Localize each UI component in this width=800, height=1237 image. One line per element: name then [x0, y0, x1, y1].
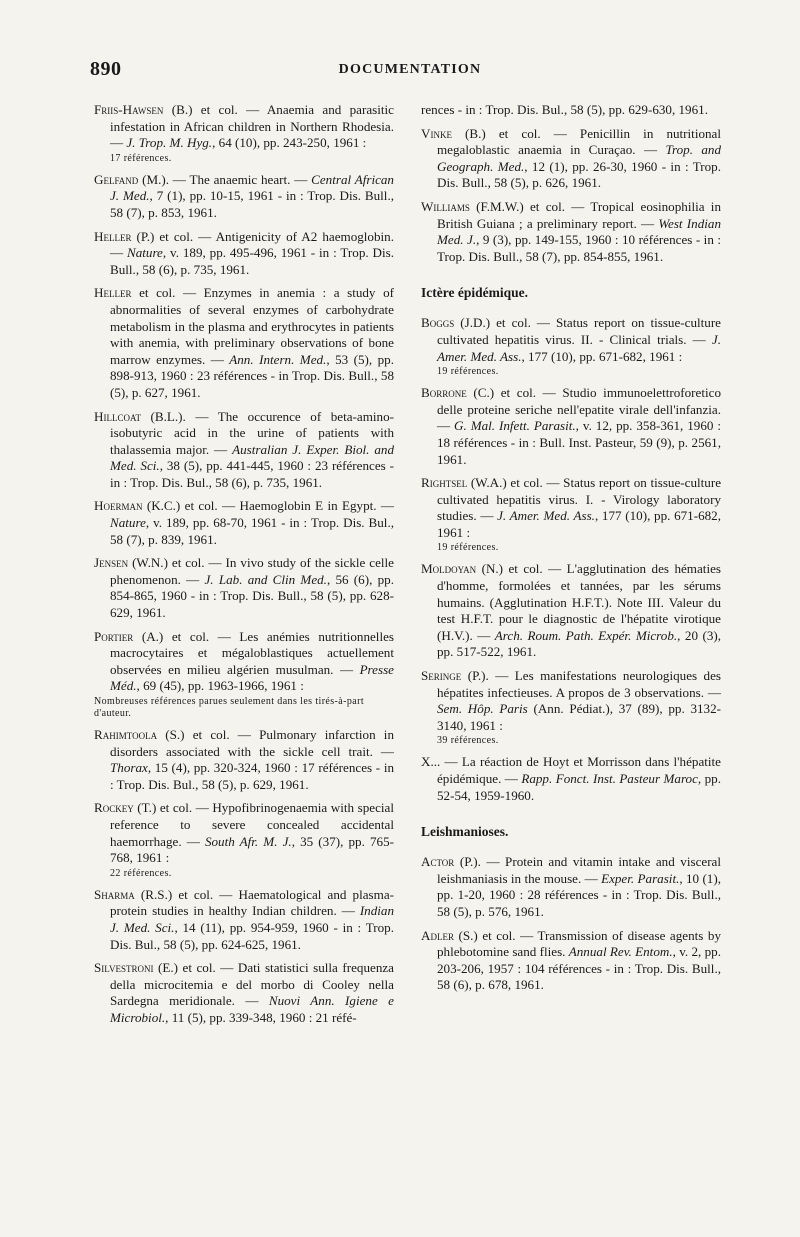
entry-journal: J. Amer. Med. Ass.: [437, 331, 721, 364]
entry-author: X...: [421, 754, 441, 770]
entry-author: Vinke: [421, 125, 452, 141]
entry-journal: Indian J. Med. Sci.: [110, 903, 394, 935]
entry-journal: South Afr. M. J.: [204, 833, 292, 849]
entry-details: , v. 2, pp. 203-206, 1957 : 104 références - in : Trop. Dis. Bull., 58 (6), p. 678, 1961.: [437, 944, 721, 993]
continuation-text: rences - in : Trop. Dis. Bul., 58 (5), pp. 629-630, 1961.: [421, 102, 708, 117]
entry-author: Rightsel: [421, 475, 468, 491]
bibliography-entry: [94, 887, 394, 953]
bibliography-entry: [421, 854, 721, 920]
entry-details: , 12 (1), pp. 26-30, 1960 - in : Trop. Dis. Bull., 58 (5), p. 626, 1961.: [437, 158, 721, 191]
entry-details: , v. 12, pp. 358-361, 1960 : 18 références - in : Bull. Inst. Pasteur, 59 (9), p. 2561, 1961.: [437, 418, 721, 467]
entry-journal: Ann. Intern. Med.: [229, 351, 327, 367]
bibliography-entry: [94, 102, 394, 165]
entry-journal: Australian J. Exper. Biol. and Med. Sci.: [110, 441, 395, 474]
entry-text: (N.) et col. — L'agglutination des hématies d'homme, formolées et tannées, par les sérums humains. (Agglutination H.F.T.). Note III. Valeur du test H.F.T. pour le diagnostic de l'hépatite virotique (H.V.). —: [437, 561, 721, 643]
entry-text: (S.) et col. — Transmission of disease agents by phlebotomine sand flies.: [437, 927, 721, 960]
entry-text: et col. — Enzymes in anemia : a study of abnormalities of several enzymes of carbohydrate metabolism in the plasma and erythrocytes in patients with anemia, with preliminary observations of bone marrow enzymes. —: [110, 285, 394, 367]
entry-text: (B.) et col. — Anaemia and parasitic infestation in African children in Northern Rhodesia. —: [110, 102, 394, 151]
entry-journal: J. Amer. Med. Ass.: [497, 508, 595, 524]
page-header: [90, 58, 730, 88]
bibliography-entry: [94, 800, 394, 879]
entry-journal: Arch. Roum. Path. Expér. Microb.: [494, 627, 678, 643]
entry-details: , 11 (5), pp. 339-348, 1960 : 21 réfé-: [165, 1009, 357, 1025]
entry-journal: Nature: [126, 245, 163, 261]
entry-text: (B.) et col. — Penicillin in nutritional megaloblastic anaemia in Curaçao. —: [437, 125, 721, 158]
entry-author: Friis-Hawsen: [94, 102, 164, 117]
entry-author: Gelfand: [94, 171, 139, 187]
page-number: 890: [90, 58, 122, 80]
entry-text: (K.C.) et col. — Haemoglobin E in Egypt. —: [146, 498, 394, 514]
bibliography-entry: [94, 727, 394, 793]
entry-author: Jensen: [94, 555, 129, 571]
entry-text: (F.M.W.) et col. — Tropical eosinophilia in British Guiana ; a preliminary report. —: [437, 198, 721, 231]
section: [421, 824, 721, 994]
bibliography-entry: [421, 561, 721, 661]
entry-details: , 14 (11), pp. 954-959, 1960 - in : Trop. Dis. Bul., 58 (5), pp. 624-625, 1961.: [110, 919, 394, 952]
entry-details: (Ann. Pédiat.), 37 (89), pp. 3132-3140, 1961 :: [437, 701, 721, 733]
entry-author: Hillcoat: [94, 408, 141, 424]
entry-journal: Presse Méd.: [110, 661, 394, 694]
entry-journal: G. Mal. Infett. Parasit.: [454, 418, 576, 434]
bibliography-entry: [421, 475, 721, 554]
entry-text: (B.L.). — The occurence of beta-amino-isobutyric acid in the urine of patients with thalassemia major. —: [110, 408, 394, 457]
entry-text: (P.). — Les manifestations neurologiques des hépatites infectieuses. A propos de 3 observations. —: [437, 668, 721, 700]
entry-author: Rockey: [94, 800, 134, 816]
entry-author: Heller: [94, 285, 132, 301]
entry-details: , 69 (45), pp. 1963-1966, 1961 :: [136, 678, 304, 694]
entry-note: 19 références.: [437, 366, 499, 378]
entry-journal: Trop. and Geograph. Med.: [437, 142, 721, 174]
entry-note: 22 références.: [110, 867, 172, 879]
bibliography-entry: [94, 960, 394, 1026]
entry-text: (M.). — The anaemic heart. —: [142, 171, 312, 187]
entry-author: Heller: [94, 228, 132, 244]
entry-details: , 9 (3), pp. 149-155, 1960 : 10 références - in : Trop. Dis. Bull., 58 (7), pp. 854-855, 1961.: [437, 232, 721, 264]
entry-author: Silvestroni: [94, 960, 154, 976]
entry-author: Rahimtoola: [94, 727, 158, 742]
entry-text: (P.). — Protein and vitamin intake and visceral leishmaniasis in the mouse. —: [437, 854, 722, 886]
entry-note: 39 références.: [437, 735, 499, 747]
entry-note: 19 références.: [437, 542, 499, 554]
bibliography-entry: [421, 754, 721, 804]
entry-author: Hoerman: [94, 498, 143, 514]
entry-text: (T.) et col. — Hypofibrinogenaemia with special reference to severe concealed accidental haemorrhage. —: [110, 800, 394, 849]
entry-text: (W.A.) et col. — Status report on tissue-culture cultivated hepatitis virus. I. - Virology laboratory studies. —: [437, 475, 722, 524]
entry-text: (J.D.) et col. — Status report on tissue-culture cultivated hepatitis virus. II. - Clinical trials. —: [437, 315, 721, 347]
running-title: DOCUMENTATION: [338, 62, 482, 77]
entry-journal: Rapp. Fonct. Inst. Pasteur Maroc: [521, 771, 698, 786]
entry-journal: Nuovi Ann. Igiene e Microbiol.: [110, 993, 394, 1025]
entry-details: , pp. 52-54, 1959-1960.: [437, 771, 722, 803]
entry-journal: Exper. Parasit.: [601, 870, 680, 886]
entry-details: , v. 189, pp. 68-70, 1961 - in : Trop. Dis. Bul., 58 (7), p. 839, 1961.: [110, 515, 394, 547]
entry-details: , 177 (10), pp. 671-682, 1961 :: [521, 348, 683, 364]
entry-journal: West Indian Med. J.: [437, 215, 721, 248]
entry-details: , 15 (4), pp. 320-324, 1960 : 17 références - in : Trop. Dis. Bul., 58 (5), p. 629, 1961.: [110, 760, 394, 792]
entry-details: , 56 (6), pp. 854-865, 1960 - in : Trop. Dis. Bull., 58 (5), pp. 628-629, 1961.: [110, 571, 394, 621]
entry-text: (W.N.) et col. — In vivo study of the sickle celle phenomenon. —: [110, 555, 394, 587]
left-column: [94, 102, 394, 1034]
entry-details: , v. 189, pp. 495-496, 1961 - in : Trop. Dis. Bull., 58 (6), p. 735, 1961.: [110, 245, 394, 277]
bibliography-entry: [94, 629, 394, 720]
entry-journal: Sem. Hôp. Paris: [437, 701, 528, 717]
entry-note: 17 références.: [110, 152, 172, 164]
entry-journal: Central African J. Med.: [110, 171, 394, 204]
entry-details: , 7 (1), pp. 10-15, 1961 - in : Trop. Dis. Bull., 58 (7), p. 853, 1961.: [110, 188, 394, 220]
entry-details: , 20 (3), pp. 517-522, 1961.: [437, 627, 721, 660]
bibliography-entry: [421, 385, 721, 468]
entry-author: Actor: [421, 854, 455, 870]
entry-journal: J. Trop. M. Hyg.: [126, 135, 213, 151]
entry-journal: Nature: [110, 515, 146, 531]
entry-text: — La réaction de Hoyt et Morrisson dans l'hépatite épidémique. —: [437, 754, 721, 786]
entry-author: Sharma: [94, 886, 135, 902]
entry-author: Williams: [421, 198, 470, 214]
bibliography-entry: [94, 409, 394, 492]
entry-text: (E.) et col. — Dati statistici sulla frequenza della microcitemia e del morbo di Cooley nella Sardegna meridionale. —: [110, 960, 394, 1009]
bibliography-entry: [421, 928, 721, 994]
section-heading: Ictère épidémique.: [421, 285, 528, 301]
bibliography-entry: [94, 229, 394, 279]
entry-author: Adler: [421, 927, 454, 943]
bibliography-entry: [421, 126, 721, 192]
right-column: [421, 102, 721, 1001]
section: [421, 285, 721, 804]
entry-author: Borrone: [421, 385, 467, 401]
entry-text: (S.) et col. — Pulmonary infarction in disorders associated with the sickle cell trait. —: [110, 727, 394, 759]
bibliography-entry: [94, 285, 394, 401]
bibliography-entry: [421, 668, 721, 747]
entry-details: , 177 (10), pp. 671-682, 1961 :: [437, 508, 721, 540]
entry-note: Nombreuses références parues seulement dans les tirés-à-part d'auteur.: [94, 696, 365, 719]
bibliography-entry: [94, 498, 394, 548]
entry-journal: Annual Rev. Entom.: [568, 944, 673, 960]
bibliography-entry: [94, 172, 394, 222]
entry-details: , 35 (37), pp. 765-768, 1961 :: [110, 833, 394, 866]
bibliography-entry: [421, 199, 721, 265]
entry-details: , 64 (10), pp. 243-250, 1961 :: [212, 135, 367, 151]
entry-author: Seringe: [421, 668, 462, 684]
entry-details: , 53 (5), pp. 898-913, 1960 : 23 références - in Trop. Dis. Bull., 58 (5), p. 627, 1961.: [110, 351, 394, 400]
entry-text: (A.) et col. — Les anémies nutritionnelles macrocytaires et mégaloblastiques actuellement observées en milieu algérien musulman. —: [110, 628, 394, 677]
entry-author: Moldoyan: [421, 561, 477, 577]
section-heading: Leishmanioses.: [421, 824, 509, 840]
entry-details: , 38 (5), pp. 441-445, 1960 : 23 références - in : Trop. Dis. Bul., 58 (6), p. 735, 1961.: [110, 458, 394, 490]
bibliography-entry: [421, 315, 721, 378]
entry-text: (R.S.) et col. — Haematological and plasma-protein studies in healthy Indian children. —: [110, 886, 394, 919]
entry-text: (C.) et col. — Studio immunoelettroforetico delle proteine seriche nell'epatite virale dell'infanzia. —: [437, 385, 721, 434]
entry-author: Boggs: [421, 315, 455, 331]
entry-author: Portier: [94, 628, 134, 644]
entry-details: , 10 (1), pp. 1-20, 1960 : 28 références - in : Trop. Dis. Bull., 58 (5), p. 576, 1961.: [437, 870, 721, 919]
entry-journal: J. Lab. and Clin Med.: [204, 571, 327, 587]
bibliography-entry: [94, 555, 394, 621]
entry-text: (P.) et col. — Antigenicity of A2 haemoglobin. —: [110, 228, 394, 261]
entry-journal: Thorax: [110, 760, 148, 776]
